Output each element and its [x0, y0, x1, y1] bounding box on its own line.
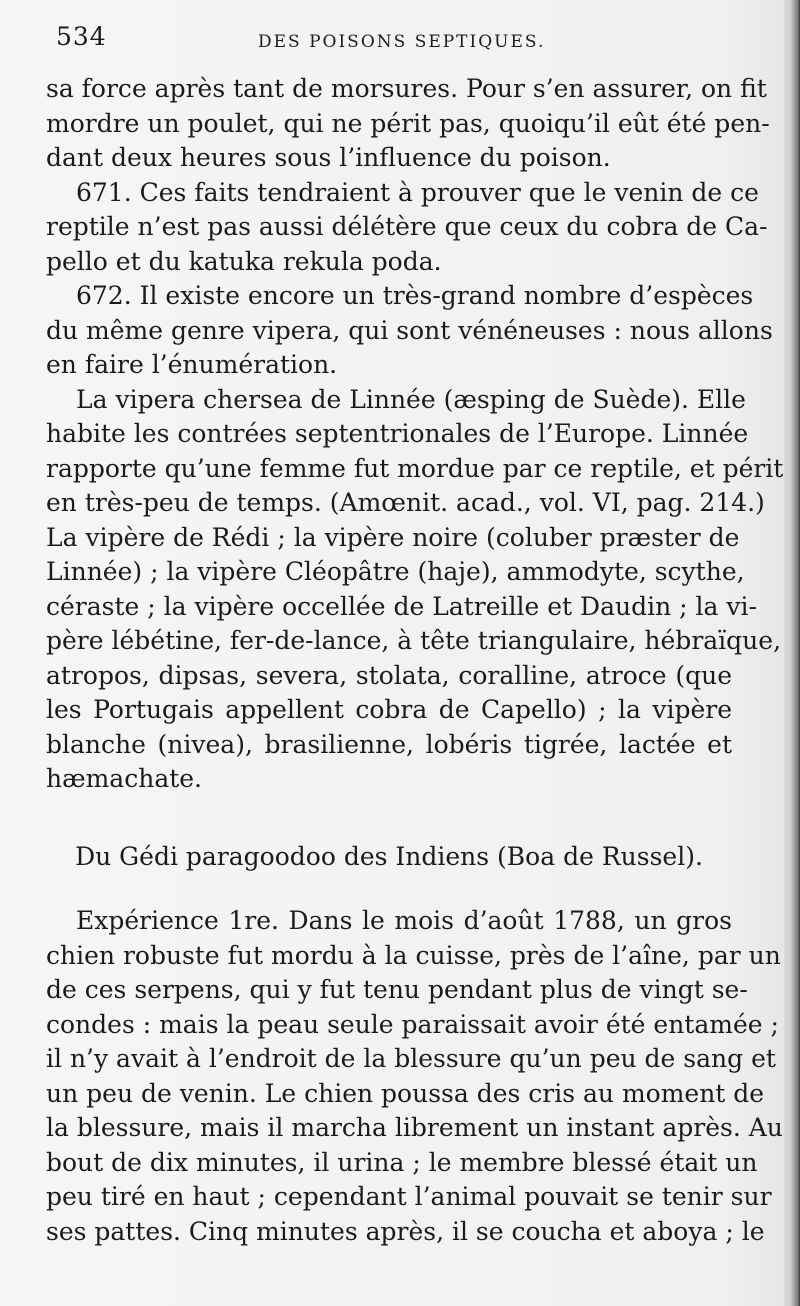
text-block-2 [46, 904, 783, 1249]
page-edge-shadow [784, 0, 800, 1306]
text-line: 671. Ces faits tendraient à prouver que le venin de ce [76, 177, 759, 207]
running-title: DES POISONS SEPTIQUES. [258, 32, 546, 52]
text-line: peu tiré en haut ; cependant l’animal pouvait se tenir sur [46, 1182, 772, 1211]
text-line: en très-peu de temps. (Amœnit. acad., vol. VI, pag. 214.) [46, 488, 765, 517]
text-line: 672. Il existe encore un très-grand nombre d’espèces [76, 281, 754, 310]
text-line: du même genre vipera, qui sont vénéneuses : nous allons [46, 315, 773, 345]
text-line: la blessure, mais il marcha librement un instant après. Au [46, 1113, 783, 1142]
text-line: rapporte qu’une femme fut mordue par ce reptile, et périt [46, 453, 784, 483]
text-line: en faire l’énumération. [46, 350, 338, 379]
text-line: blanche (nivea), brasilienne, lobéris tigrée, lactée et [46, 729, 732, 759]
text-line: La vipera chersea de Linnée (æsping de Suède). Elle [76, 384, 746, 414]
text-line: père lébétine, fer-de-lance, à tête triangulaire, hébraïque, [46, 626, 782, 655]
text-line: pello et du katuka rekula poda. [46, 246, 442, 276]
text-line: habite les contrées septentrionales de l’Europe. Linnée [46, 419, 749, 448]
text-line: un peu de venin. Le chien poussa des cris au moment de [46, 1078, 765, 1108]
text-line: reptile n’est pas aussi délétère que ceux du cobra de Ca- [46, 212, 768, 241]
text-line: La vipère de Rédi ; la vipère noire (coluber præster de [46, 522, 740, 552]
text-line: dant deux heures sous l’influence du poison. [46, 143, 611, 172]
text-line: les Portugais appellent cobra de Capello) ; la vipère [46, 695, 732, 724]
text-block-1 [46, 72, 784, 797]
text-line: bout de dix minutes, il urina ; le membre blessé était un [46, 1147, 758, 1177]
page-number: 534 [56, 22, 107, 51]
text-line: hæmachate. [46, 764, 203, 793]
section-heading: Du Gédi paragoodoo des Indiens (Boa de Russel). [75, 842, 703, 871]
section-heading-block [46, 840, 732, 875]
text-line: chien robuste fut mordu à la cuisse, près de l’aîne, par un [46, 940, 781, 970]
text-line: Expérience 1re. Dans le mois d’août 1788, un gros [76, 906, 732, 935]
text-line: sa force après tant de morsures. Pour s’en assurer, on fit [46, 74, 767, 103]
running-header [48, 20, 738, 54]
text-line: il n’y avait à l’endroit de la blessure qu’un peu de sang et [46, 1044, 776, 1073]
text-line: de ces serpens, qui y fut tenu pendant plus de vingt se- [46, 975, 748, 1004]
text-line: ses pattes. Cinq minutes après, il se coucha et aboya ; le [46, 1216, 765, 1246]
text-line: céraste ; la vipère occellée de Latreille et Daudin ; la vi- [46, 591, 757, 621]
text-line: Linnée) ; la vipère Cléopâtre (haje), ammodyte, scythe, [46, 557, 745, 586]
text-line: atropos, dipsas, severa, stolata, coralline, atroce (que [46, 660, 732, 690]
text-line: mordre un poulet, qui ne périt pas, quoiqu’il eût été pen- [46, 108, 770, 138]
text-line: condes : mais la peau seule paraissait avoir été entamée ; [46, 1009, 779, 1039]
